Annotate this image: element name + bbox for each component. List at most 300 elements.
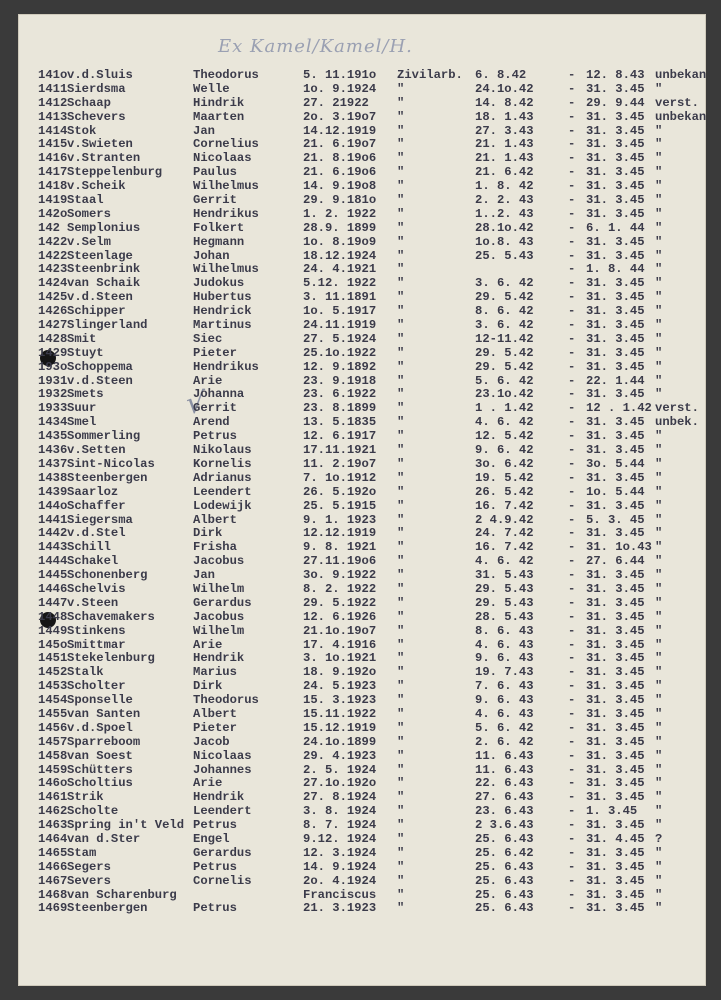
row-number: 1451	[38, 651, 68, 666]
range-dash: -	[568, 179, 576, 194]
remark: "	[655, 901, 663, 916]
start-date: 4. 6. 43	[475, 637, 534, 652]
birth-date: 23. 9.1918	[303, 373, 377, 388]
range-dash: -	[568, 401, 576, 416]
birth-date: 24. 4.1921	[303, 262, 377, 277]
status: "	[397, 901, 405, 916]
given-name: Paulus	[193, 165, 237, 180]
status: "	[397, 706, 405, 721]
end-date: 31. 3.45	[586, 609, 645, 624]
range-dash: -	[568, 331, 576, 346]
remark: "	[655, 429, 663, 444]
birth-date: 29. 9.181o	[303, 193, 377, 208]
birth-date: 15.11.1922	[303, 706, 377, 721]
birth-date: 29. 5.1922	[303, 595, 377, 610]
end-date: 31. 4.45	[586, 831, 645, 846]
range-dash: -	[568, 470, 576, 485]
ledger-row	[38, 194, 706, 208]
range-dash: -	[568, 498, 576, 513]
range-dash: -	[568, 637, 576, 652]
row-number: 1463	[38, 818, 68, 833]
start-date: 9. 6. 43	[475, 693, 534, 708]
status: "	[397, 276, 405, 291]
surname: Saarloz	[67, 484, 119, 499]
birth-date: 21.1o.19o7	[303, 623, 377, 638]
birth-date: 1o. 5.1917	[303, 304, 377, 319]
ledger-row	[38, 777, 706, 791]
end-date: 31. 3.45	[586, 331, 645, 346]
given-name: Arie	[193, 373, 223, 388]
status: "	[397, 818, 405, 833]
status: "	[397, 234, 405, 249]
birth-date: 18.12.1924	[303, 248, 377, 263]
range-dash: -	[568, 151, 576, 166]
start-date: 3o. 6.42	[475, 456, 534, 471]
birth-date: 3. 11.1891	[303, 290, 377, 305]
row-number: 193o	[38, 359, 68, 374]
range-dash: -	[568, 859, 576, 874]
end-date: 5. 3. 45	[586, 512, 645, 527]
given-name: Albert	[193, 706, 237, 721]
birth-date: 26. 5.192o	[303, 484, 377, 499]
birth-date: 9.12. 1924	[303, 831, 377, 846]
row-number: 1441	[38, 512, 68, 527]
row-number: 1435	[38, 429, 68, 444]
end-date: 31. 3.45	[586, 706, 645, 721]
given-name: Petrus	[193, 901, 237, 916]
range-dash: -	[568, 206, 576, 221]
row-number: 1446	[38, 581, 68, 596]
surname: Semplonius	[67, 220, 141, 235]
row-number: 141o	[38, 68, 68, 82]
surname: Stam	[67, 845, 97, 860]
birth-date: 3. 8. 1924	[303, 804, 377, 819]
row-number: 1445	[38, 568, 68, 583]
surname: Sint-Nicolas	[67, 456, 155, 471]
ledger-row	[38, 555, 706, 569]
row-number: 1459	[38, 762, 68, 777]
ledger-row	[38, 305, 706, 319]
end-date: 31. 3.45	[586, 318, 645, 333]
ledger-row	[38, 639, 706, 653]
ledger-row	[38, 236, 706, 250]
status: "	[397, 804, 405, 819]
range-dash: -	[568, 845, 576, 860]
row-number: 1419	[38, 193, 68, 208]
surname: Stalk	[67, 665, 104, 680]
remark: verst.	[655, 95, 699, 110]
surname: Scholtius	[67, 776, 133, 791]
remark: "	[655, 706, 663, 721]
range-dash: -	[568, 123, 576, 138]
birth-date: 9. 8. 1921	[303, 540, 377, 555]
status: "	[397, 373, 405, 388]
end-date: 31. 3.45	[586, 81, 645, 96]
end-date: 31. 3.45	[586, 387, 645, 402]
end-date: 31. 3.45	[586, 595, 645, 610]
birth-date: 14.12.1919	[303, 123, 377, 138]
birth-date: 21. 6.19o6	[303, 165, 377, 180]
ledger-row	[38, 875, 706, 889]
given-name: Marius	[193, 665, 237, 680]
given-name: Hindrik	[193, 95, 245, 110]
row-number: 1413	[38, 109, 68, 124]
end-date: 1o. 5.44	[586, 484, 645, 499]
remark: unbekan	[655, 109, 707, 124]
start-date: 9. 6. 43	[475, 651, 534, 666]
document-page	[18, 14, 706, 986]
start-date: 25. 6.43	[475, 887, 534, 902]
given-name: Pieter	[193, 720, 237, 735]
remark: "	[655, 845, 663, 860]
ledger-row	[38, 83, 706, 97]
status: "	[397, 443, 405, 458]
start-date: 11. 6.43	[475, 762, 534, 777]
range-dash: -	[568, 734, 576, 749]
birth-date: 7. 1o.1912	[303, 470, 377, 485]
range-dash: -	[568, 234, 576, 249]
remark: "	[655, 276, 663, 291]
row-number: 1439	[38, 484, 68, 499]
start-date: 1..2. 43	[475, 206, 534, 221]
given-name: Frisha	[193, 540, 237, 555]
range-dash: -	[568, 68, 576, 82]
given-name: Cornelius	[193, 137, 259, 152]
status: "	[397, 651, 405, 666]
start-date: 7. 6. 43	[475, 679, 534, 694]
status: "	[397, 595, 405, 610]
end-date: 31. 3.45	[586, 734, 645, 749]
row-number: 1423	[38, 262, 68, 277]
start-date: 1. 8. 42	[475, 179, 534, 194]
given-name: Arie	[193, 637, 223, 652]
given-name: Dirk	[193, 526, 223, 541]
ledger-row	[38, 805, 706, 819]
status: "	[397, 81, 405, 96]
surname: Smittmar	[67, 637, 126, 652]
range-dash: -	[568, 248, 576, 263]
row-number: 142	[38, 220, 60, 235]
ledger-row	[38, 166, 706, 180]
surname: v.d.Stel	[67, 526, 126, 541]
ledger-row	[38, 319, 706, 333]
ledger-row	[38, 736, 706, 750]
status: "	[397, 540, 405, 555]
ledger-row	[38, 889, 706, 903]
given-name: Kornelis	[193, 456, 252, 471]
given-name: Judokus	[193, 276, 245, 291]
birth-date: 12. 9.1892	[303, 359, 377, 374]
start-date: 27. 3.43	[475, 123, 534, 138]
row-number: 1931	[38, 373, 68, 388]
row-number: 1422	[38, 234, 68, 249]
range-dash: -	[568, 220, 576, 235]
birth-date: 27.11.19o6	[303, 554, 377, 569]
given-name: Johanna	[193, 387, 245, 402]
ledger-row	[38, 125, 706, 139]
remark: "	[655, 804, 663, 819]
ledger-row	[38, 69, 706, 83]
given-name: Gerrit	[193, 193, 237, 208]
birth-date: 21. 8.19o6	[303, 151, 377, 166]
birth-date: 28.9. 1899	[303, 220, 377, 235]
ledger-row	[38, 541, 706, 555]
ledger-row	[38, 111, 706, 125]
birth-date: 25.1o.1922	[303, 345, 377, 360]
status: "	[397, 665, 405, 680]
surname: Schonenberg	[67, 568, 148, 583]
given-name: Jacob	[193, 734, 230, 749]
row-number: 1426	[38, 304, 68, 319]
surname: van Scharenburg	[67, 887, 177, 902]
birth-date: 1o. 9.1924	[303, 81, 377, 96]
remark: "	[655, 554, 663, 569]
range-dash: -	[568, 804, 576, 819]
end-date: 31. 3.45	[586, 151, 645, 166]
ledger-row	[38, 722, 706, 736]
birth-date: 8. 7. 1924	[303, 818, 377, 833]
given-name: Cornelis	[193, 873, 252, 888]
remark: "	[655, 179, 663, 194]
row-number: 1444	[38, 554, 68, 569]
end-date: 3o. 5.44	[586, 456, 645, 471]
start-date: 25. 6.43	[475, 873, 534, 888]
range-dash: -	[568, 665, 576, 680]
row-number: 1422	[38, 248, 68, 263]
remark: "	[655, 484, 663, 499]
row-number: 1438	[38, 470, 68, 485]
surname: Staal	[67, 193, 104, 208]
status: "	[397, 193, 405, 208]
range-dash: -	[568, 262, 576, 277]
row-number: 1428	[38, 331, 68, 346]
birth-date: 29. 4.1923	[303, 748, 377, 763]
status: "	[397, 623, 405, 638]
ledger-row	[38, 861, 706, 875]
end-date: 31. 3.45	[586, 720, 645, 735]
start-date: 9. 6. 42	[475, 443, 534, 458]
start-date: 4. 6. 42	[475, 554, 534, 569]
status: "	[397, 554, 405, 569]
row-number: 1437	[38, 456, 68, 471]
ledger-row	[38, 472, 706, 486]
start-date: 29. 5.42	[475, 345, 534, 360]
given-name: Jacobus	[193, 609, 245, 624]
ledger-row	[38, 666, 706, 680]
start-date: 25. 6.42	[475, 845, 534, 860]
ledger-row	[38, 514, 706, 528]
surname: Smets	[67, 387, 104, 402]
row-number: 1469	[38, 901, 68, 916]
given-name: Johannes	[193, 762, 252, 777]
range-dash: -	[568, 831, 576, 846]
status: "	[397, 331, 405, 346]
range-dash: -	[568, 818, 576, 833]
given-name: Hendrick	[193, 304, 252, 319]
end-date: 31. 3.45	[586, 776, 645, 791]
surname: Suur	[67, 401, 97, 416]
checkmark-annotation: √	[186, 386, 206, 421]
ledger-row	[38, 764, 706, 778]
row-number: 1448	[38, 609, 68, 624]
ledger-row	[38, 361, 706, 375]
range-dash: -	[568, 95, 576, 110]
end-date: 31. 3.45	[586, 193, 645, 208]
surname: Siegersma	[67, 512, 133, 527]
start-date: 19. 7.43	[475, 665, 534, 680]
birth-date: 17.11.1921	[303, 443, 377, 458]
ledger-row	[38, 791, 706, 805]
ledger-row	[38, 208, 706, 222]
end-date: 31. 3.45	[586, 109, 645, 124]
status: "	[397, 206, 405, 221]
range-dash: -	[568, 568, 576, 583]
remark: "	[655, 359, 663, 374]
start-date: 25. 6.43	[475, 831, 534, 846]
remark: "	[655, 762, 663, 777]
remark: unbek.	[655, 415, 699, 430]
status: "	[397, 415, 405, 430]
surname: Stuyt	[67, 345, 104, 360]
ledger-row	[38, 444, 706, 458]
status: "	[397, 637, 405, 652]
end-date: 31. 3.45	[586, 304, 645, 319]
row-number: 1468	[38, 887, 68, 902]
remark: "	[655, 637, 663, 652]
given-name: Lodewijk	[193, 498, 252, 513]
remark: "	[655, 665, 663, 680]
end-date: 31. 3.45	[586, 498, 645, 513]
status: "	[397, 456, 405, 471]
end-date: 31. 3.45	[586, 623, 645, 638]
status: "	[397, 387, 405, 402]
end-date: 31. 3.45	[586, 290, 645, 305]
end-date: 31. 3.45	[586, 234, 645, 249]
start-date: 3. 6. 42	[475, 318, 534, 333]
range-dash: -	[568, 109, 576, 124]
range-dash: -	[568, 901, 576, 916]
birth-date: 14. 9.19o8	[303, 179, 377, 194]
birth-date: 27.1o.192o	[303, 776, 377, 791]
end-date: 31. 3.45	[586, 470, 645, 485]
ledger-row	[38, 430, 706, 444]
status: "	[397, 831, 405, 846]
end-date: 31. 3.45	[586, 845, 645, 860]
ledger-row	[38, 500, 706, 514]
given-name: Johan	[193, 248, 230, 263]
row-number: 1415	[38, 137, 68, 152]
given-name: Nicolaas	[193, 748, 252, 763]
given-name: Hendrikus	[193, 206, 259, 221]
given-name: Arend	[193, 415, 230, 430]
ledger-row	[38, 902, 706, 916]
surname: van Santen	[67, 706, 141, 721]
remark: "	[655, 151, 663, 166]
end-date: 31. 1o.43	[586, 540, 652, 555]
end-date: 31. 3.45	[586, 165, 645, 180]
remark: "	[655, 887, 663, 902]
given-name: Engel	[193, 831, 230, 846]
remark: "	[655, 331, 663, 346]
row-number: 1416	[38, 151, 68, 166]
end-date: 27. 6.44	[586, 554, 645, 569]
given-name: Folkert	[193, 220, 245, 235]
status: Zivilarb.	[397, 68, 463, 82]
row-number: 1467	[38, 873, 68, 888]
start-date: 23. 6.43	[475, 804, 534, 819]
ledger-row	[38, 291, 706, 305]
end-date: 12 . 1.42	[586, 401, 652, 416]
range-dash: -	[568, 165, 576, 180]
remark: "	[655, 748, 663, 763]
start-date: 27. 6.43	[475, 790, 534, 805]
ledger-table	[38, 69, 706, 916]
start-date: 4. 6. 42	[475, 415, 534, 430]
ledger-row	[38, 250, 706, 264]
status: "	[397, 470, 405, 485]
status: "	[397, 290, 405, 305]
given-name: Gerrit	[193, 401, 237, 416]
birth-date: 2o. 3.19o7	[303, 109, 377, 124]
status: "	[397, 859, 405, 874]
start-date: 4. 6. 43	[475, 706, 534, 721]
start-date: 29. 5.42	[475, 359, 534, 374]
status: "	[397, 248, 405, 263]
birth-date: 11. 2.19o7	[303, 456, 377, 471]
birth-date: 21. 6.19o7	[303, 137, 377, 152]
given-name: Petrus	[193, 818, 237, 833]
remark: "	[655, 734, 663, 749]
status: "	[397, 734, 405, 749]
surname: Sierdsma	[67, 81, 126, 96]
start-date: 31. 5.43	[475, 568, 534, 583]
handwritten-header-note: Ex Kamel/Kamel/H.	[218, 36, 413, 57]
row-number: 1427	[38, 318, 68, 333]
start-date: 2 4.9.42	[475, 512, 534, 527]
surname: v.d.Spoel	[67, 720, 133, 735]
row-number: 1465	[38, 845, 68, 860]
start-date: 24. 7.42	[475, 526, 534, 541]
range-dash: -	[568, 512, 576, 527]
surname: v.Stranten	[67, 151, 141, 166]
birth-date: 5.12. 1922	[303, 276, 377, 291]
ledger-row	[38, 458, 706, 472]
end-date: 31. 3.45	[586, 651, 645, 666]
surname: Schaffer	[67, 498, 126, 513]
end-date: 31. 3.45	[586, 123, 645, 138]
surname: Scholte	[67, 804, 119, 819]
ledger-row	[38, 750, 706, 764]
status: "	[397, 304, 405, 319]
row-number: 1442	[38, 526, 68, 541]
birth-date: 24.11.1919	[303, 318, 377, 333]
ledger-row	[38, 625, 706, 639]
birth-date: 2. 5. 1924	[303, 762, 377, 777]
surname: Stekelenburg	[67, 651, 155, 666]
start-date: 25. 6.43	[475, 859, 534, 874]
ledger-row	[38, 416, 706, 430]
row-number: 1464	[38, 831, 68, 846]
start-date: 2 3.6.43	[475, 818, 534, 833]
birth-date: 3o. 9.1922	[303, 568, 377, 583]
birth-date: 8. 2. 1922	[303, 581, 377, 596]
given-name: Hendrikus	[193, 359, 259, 374]
birth-date: 3. 1o.1921	[303, 651, 377, 666]
given-name: Adrianus	[193, 470, 252, 485]
status: "	[397, 526, 405, 541]
birth-date: 15.12.1919	[303, 720, 377, 735]
surname: Steenbergen	[67, 470, 148, 485]
